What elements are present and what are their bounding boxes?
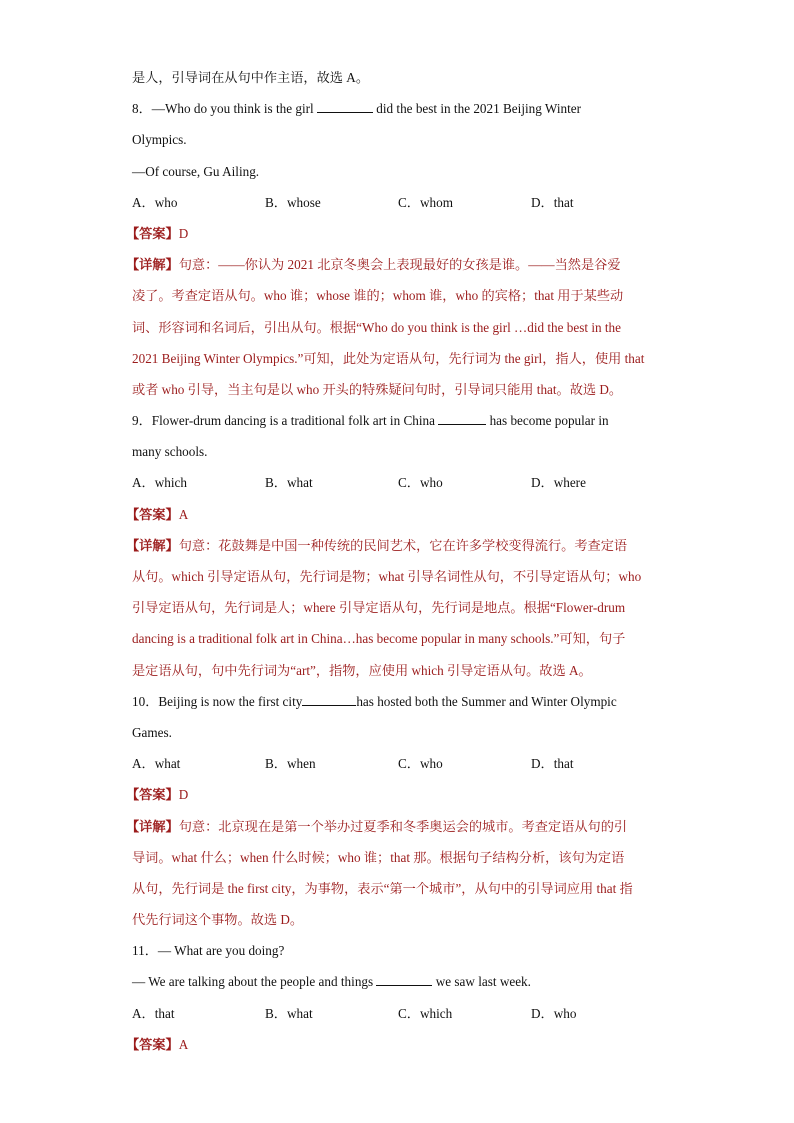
option-b: B．what — [265, 475, 313, 491]
explanation-line: 从句，先行词是 the first city，为事物，表示“第一个城市”，从句中的引导词应用 that 指 — [132, 880, 633, 896]
explanation-line: 从句。which 引导定语从句，先行词是物；what 引导名词性从句，不引导定语从句；who — [132, 569, 642, 584]
explanation-line: 引导定语从句，先行词是人；where 引导定语从句，先行词是地点。根据“Flower-drum — [132, 600, 626, 616]
option-b: B．whose — [265, 194, 321, 210]
text-line: 是人，引导词在从句中作主语，故选 A。 — [132, 70, 370, 85]
question-8-explanation: 【详解】句意：——你认为 2021 北京冬奥会上表现最好的女孩是谁。——当然是谷爱 — [126, 257, 621, 273]
question-10-answer: 【答案】D — [126, 787, 189, 803]
question-11-reply: — We are talking about the people and things we saw last week. — [132, 974, 531, 990]
option-a: A．which — [132, 475, 187, 491]
option-d: D．who — [531, 1005, 577, 1021]
question-9-answer: 【答案】A — [126, 506, 189, 522]
explanation-line: 代先行词这个事物。故选 D。 — [132, 912, 304, 928]
question-10-explanation: 【详解】句意：北京现在是第一个举办过夏季和冬季奥运会的城市。考查定语从句的引 — [126, 818, 628, 834]
question-8-options — [132, 187, 664, 218]
option-a: A．who — [132, 194, 178, 210]
question-10-stem: 10．Beijing is now the first city has hosted both the Summer and Winter Olympic — [132, 693, 617, 709]
answer-blank — [438, 412, 486, 425]
document-page — [126, 62, 664, 1060]
answer-blank — [317, 100, 373, 113]
explanation-line: 2021 Beijing Winter Olympics.”可知，此处为定语从句，先行词为 the girl，指人，使用 that — [132, 350, 645, 366]
explanation-line: dancing is a traditional folk art in China…has become popular in many schools.”可知，句子 — [132, 631, 626, 647]
explanation-line: 或者 who 引导，当主句是以 who 开头的特殊疑问句时，引导词只能用 that。故选 D。 — [132, 381, 623, 397]
answer-tag: 【答案】 — [126, 787, 179, 803]
question-8-reply: —Of course, Gu Ailing. — [132, 163, 260, 179]
question-11-stem: 11．— What are you doing? — [132, 943, 285, 959]
explanation-tag: 【详解】 — [126, 257, 179, 273]
option-d: D．where — [531, 475, 586, 491]
question-9-explanation: 【详解】句意：花鼓舞是中国一种传统的民间艺术，它在许多学校变得流行。考查定语 — [126, 537, 628, 553]
option-b: B．when — [265, 756, 316, 772]
option-a: A．that — [132, 1005, 175, 1021]
answer-blank — [376, 973, 432, 986]
option-c: C．who — [398, 756, 443, 772]
answer-blank — [302, 693, 356, 706]
question-9-stem-cont: many schools. — [132, 444, 208, 460]
answer-tag: 【答案】 — [126, 1036, 179, 1052]
option-a: A．what — [132, 756, 181, 772]
explanation-line: 是定语从句，句中先行词为“art”，指物，应使用 which 引导定语从句。故选 A。 — [132, 662, 592, 678]
explanation-tag: 【详解】 — [126, 537, 179, 553]
option-c: C．who — [398, 475, 443, 491]
option-c: C．which — [398, 1005, 453, 1021]
question-10-stem-cont: Games. — [132, 724, 172, 740]
option-d: D．that — [531, 194, 574, 210]
question-11-answer: 【答案】A — [126, 1036, 189, 1052]
explanation-tag: 【详解】 — [126, 818, 179, 834]
explanation-line: 导词。what 什么；when 什么时候；who 谁；that 那。根据句子结构分析，该句为定语 — [132, 849, 625, 865]
answer-tag: 【答案】 — [126, 506, 179, 522]
question-8-answer: 【答案】D — [126, 225, 189, 241]
option-c: C．whom — [398, 194, 453, 210]
question-11-options — [132, 998, 664, 1029]
explanation-line: 凌了。考查定语从句。who 谁；whose 谁的；whom 谁，who 的宾格；that 用于某些动 — [132, 288, 624, 304]
question-8-stem-cont: Olympics. — [132, 132, 187, 148]
question-8-stem: 8．—Who do you think is the girl did the best in the 2021 Beijing Winter — [132, 101, 581, 117]
question-9-options — [132, 467, 664, 498]
question-10-options — [132, 748, 664, 779]
explanation-line: 词、形容词和名词后，引出从句。根据“Who do you think is the girl …did the best in the — [132, 319, 621, 335]
answer-tag: 【答案】 — [126, 225, 179, 241]
question-9-stem: 9．Flower-drum dancing is a traditional folk art in China has become popular in — [132, 413, 609, 429]
option-d: D．that — [531, 756, 574, 772]
option-b: B．what — [265, 1005, 313, 1021]
